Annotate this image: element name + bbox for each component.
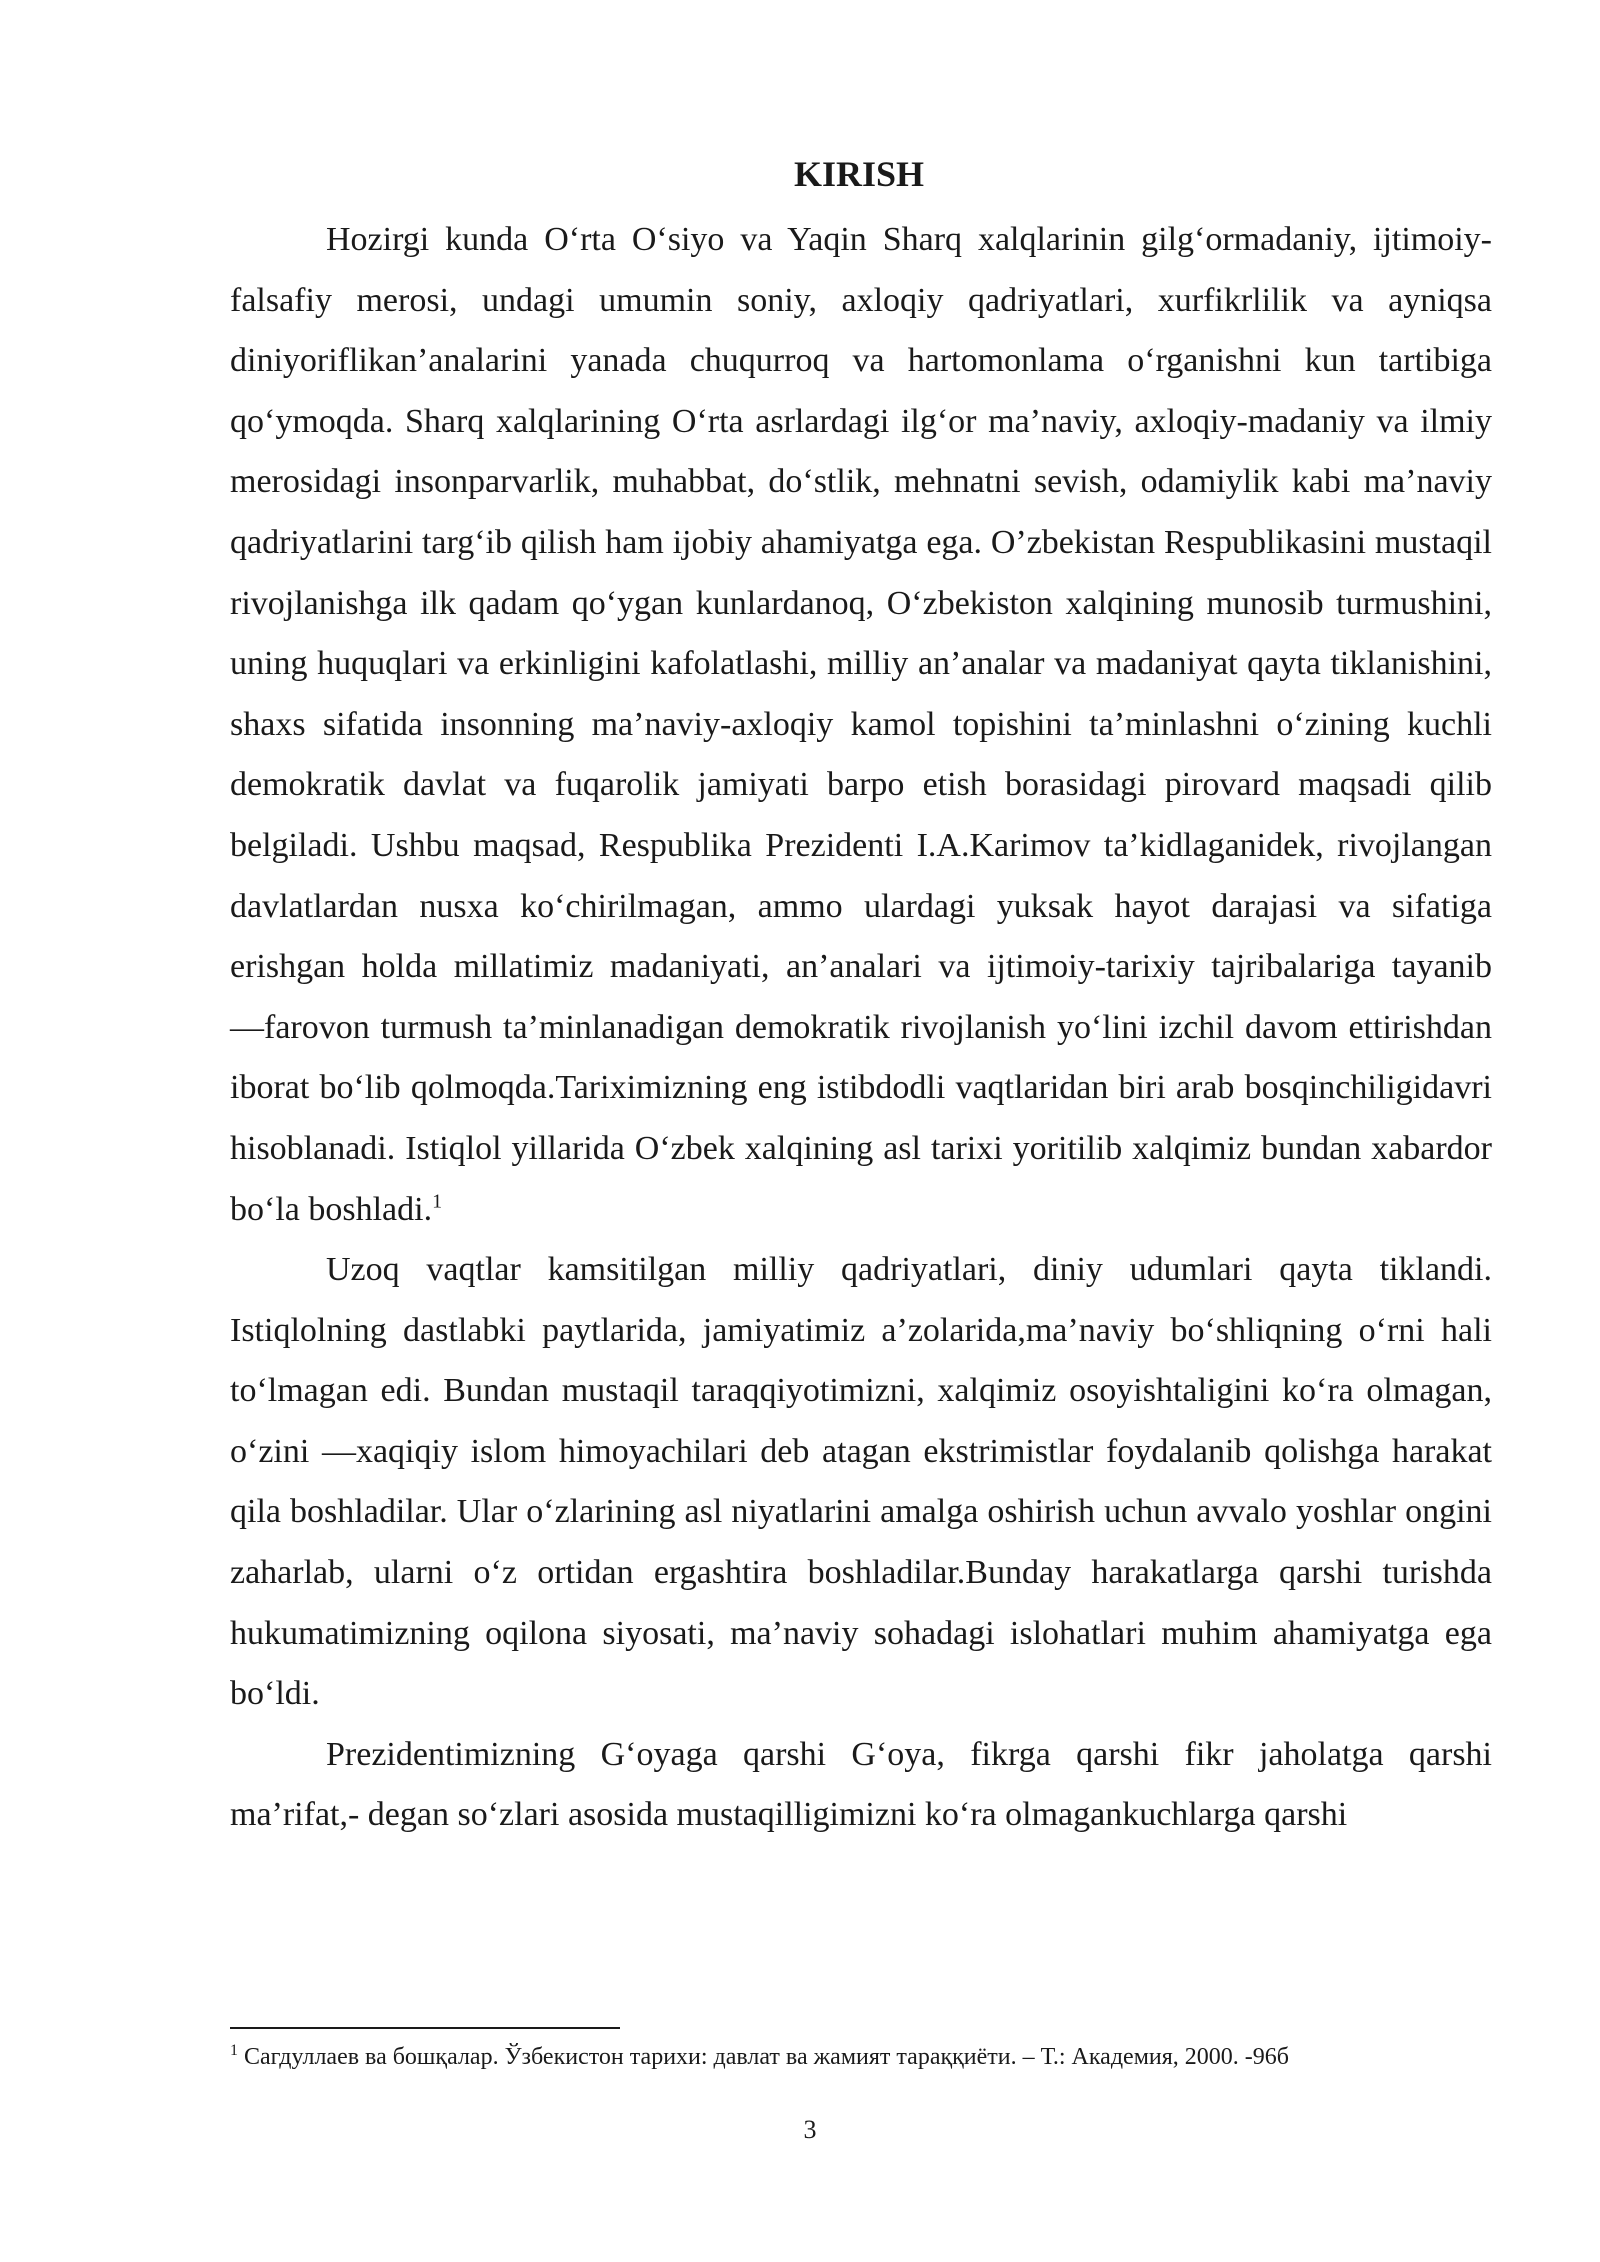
- footnote-text: Сагдуллаев ва бошқалар. Ўзбекистон тарихи: давлат ва жамият тараққиёти. – Т.: Академия, 2000. -96б: [238, 2044, 1289, 2070]
- paragraph-2-text: Uzoq vaqtlar kamsitilgan milliy qadriyatlari, diniy udumlari qayta tiklandi. Istiqlolning dastlabki paytlarida, jamiyatimiz a’zolarida,ma’naviy bo‘shliqning o‘rni hali to‘lmagan edi. Bundan mustaqil taraqqiyotimizni, xalqimiz osoyishtaligini ko‘ra olmagan, o‘zini ―xaqiqiy islom himoyachilari deb atagan ekstrimistlar foydalanib qolishga harakat qila boshladilar. Ular o‘zlarining asl niyatlarini amalga oshirish uchun avvalo yoshlar ongini zaharlab, ularni o‘z ortidan ergashtira boshladilar.Bunday harakatlarga qarshi turishda hukumatimizning oqilona siyosati, ma’naviy sohadagi islohatlari muhim ahamiyatga ega bo‘ldi.: [230, 1251, 1492, 1713]
- paragraph-3: [230, 1725, 1492, 1846]
- paragraph-2: [230, 1240, 1492, 1725]
- page-number: 3: [803, 2115, 817, 2144]
- paragraph-1: [230, 210, 1492, 1240]
- footnote-separator: [230, 2027, 620, 2029]
- footnote-mark: 1: [230, 2042, 238, 2059]
- footnote: [230, 2040, 1530, 2074]
- page-title: KIRISH: [793, 154, 925, 194]
- footnote-reference[interactable]: 1: [432, 1190, 443, 1213]
- paragraph-1-text: Hozirgi kunda O‘rta O‘siyo va Yaqin Sharq xalqlarinin gilg‘ormadaniy, ijtimoiy-falsafiy merosi, undagi umumin soniy, axloqiy qadriyatlari, xurfikrlilik va ayniqsa diniyoriflikan’analarini yanada chuqurroq va hartomonlama o‘rganishni kun tartibiga qo‘ymoqda. Sharq xalqlarining O‘rta asrlardagi ilg‘or ma’naviy, axloqiy-madaniy va ilmiy merosidagi insonparvarlik, muhabbat, do‘stlik, mehnatni sevish, odamiylik kabi ma’naviy qadriyatlarini targ‘ib qilish ham ijobiy ahamiyatga ega. O’zbekistan Respublikasini mustaqil rivojlanishga ilk qadam qo‘ygan kunlardanoq, O‘zbekiston xalqining munosib turmushini, uning huquqlari va erkinligini kafolatlashi, milliy an’analar va madaniyat qayta tiklanishini, shaxs sifatida insonning ma’naviy-axloqiy kamol topishini ta’minlashni o‘zining kuchli demokratik davlat va fuqarolik jamiyati barpo etish borasidagi pirovard maqsadi qilib belgiladi. Ushbu maqsad, Respublika Prezidenti I.A.Karimov ta’kidlaganidek, rivojlangan davlatlardan nusxa ko‘chirilmagan, ammo ulardagi yuksak hayot darajasi va sifatiga erishgan holda millatimiz madaniyati, an’analari va ijtimoiy-tarixiy tajribalariga tayanib ―farovon turmush ta’minlanadigan demokratik rivojlanish yo‘lini izchil davom ettirishdan iborat bo‘lib qolmoqda.Tariximizning eng istibdodli vaqtlaridan biri arab bosqinchiligidavri hisoblanadi. Istiqlol yillarida O‘zbek xalqining asl tarixi yoritilib xalqimiz bundan xabardor bo‘la boshladi.: [230, 221, 1492, 1228]
- body-text: [230, 210, 1492, 1846]
- paragraph-3-text: Prezidentimizning G‘oyaga qarshi G‘oya, fikrga qarshi fikr jaholatga qarshi ma’rifat,- degan so‘zlari asosida mustaqilligimizni ko‘ra olmagankuchlarga qarshi: [230, 1735, 1492, 1834]
